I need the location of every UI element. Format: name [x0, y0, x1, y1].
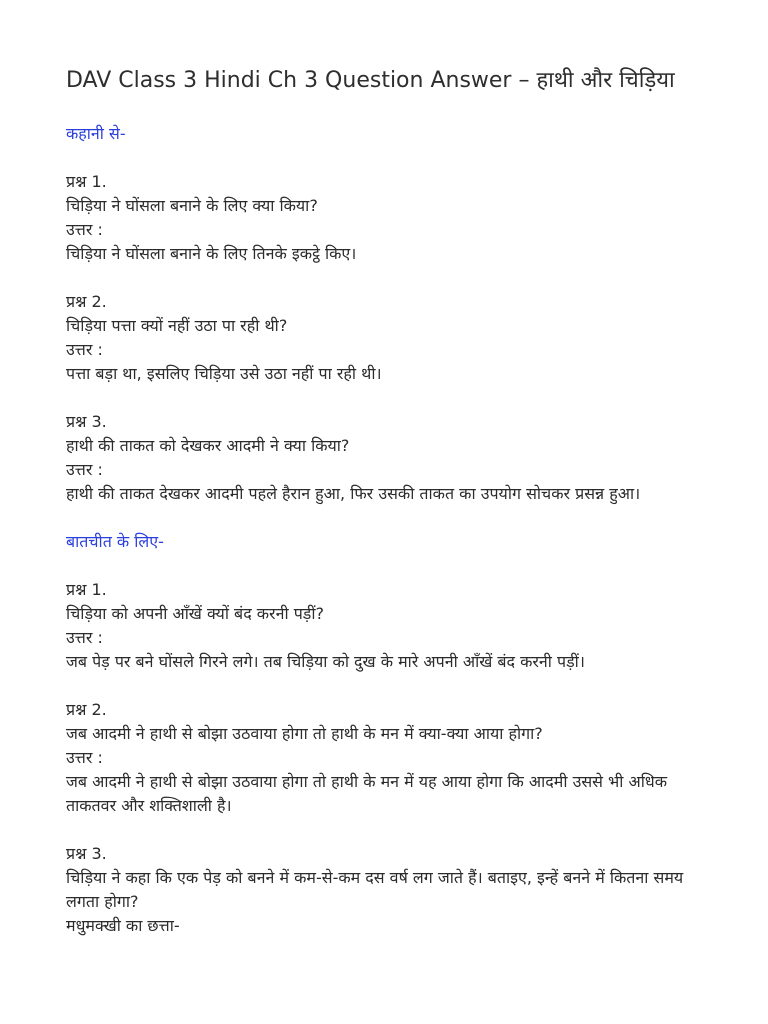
qa-item [66, 410, 702, 506]
qa-item [66, 842, 702, 938]
question-label: प्रश्न 1. [66, 172, 107, 191]
answer-label: उत्तर : [66, 340, 103, 359]
answer-text: जब पेड़ पर बने घोंसले गिरने लगे। तब चिड़िया को दुख के मारे अपनी आँखें बंद करनी पड़ीं। [66, 652, 585, 671]
question-text: चिड़िया ने घोंसला बनाने के लिए क्या किया? [66, 196, 318, 215]
answer-text: हाथी की ताकत देखकर आदमी पहले हैरान हुआ, फिर उसकी ताकत का उपयोग सोचकर प्रसन्न हुआ। [66, 484, 641, 503]
answer-text: चिड़िया ने घोंसला बनाने के लिए तिनके इकट्ठे किए। [66, 244, 357, 263]
qa-item [66, 578, 702, 674]
qa-item [66, 290, 702, 386]
question-text: चिड़िया को अपनी आँखें क्यों बंद करनी पड़ीं? [66, 604, 324, 623]
section-heading-kahani-se: कहानी से- [66, 124, 126, 143]
answer-label: उत्तर : [66, 220, 103, 239]
question-text: चिड़िया ने कहा कि एक पेड़ को बनने में कम-से-कम दस वर्ष लग जाते हैं। बताइए, इन्हें बनने में कितना समय लगता होगा? [66, 868, 684, 911]
question-label: प्रश्न 3. [66, 412, 107, 431]
answer-text: मधुमक्खी का छत्ता- [66, 916, 180, 935]
answer-label: उत्तर : [66, 460, 103, 479]
qa-item [66, 698, 702, 818]
qa-item [66, 170, 702, 266]
question-text: हाथी की ताकत को देखकर आदमी ने क्या किया? [66, 436, 350, 455]
question-label: प्रश्न 2. [66, 292, 107, 311]
page-title: DAV Class 3 Hindi Ch 3 Question Answer – हाथी और चिड़िया [66, 68, 675, 93]
answer-text: जब आदमी ने हाथी से बोझा उठवाया होगा तो हाथी के मन में यह आया होगा कि आदमी उससे भी अधिक ताकतवर और शक्तिशाली है। [66, 772, 668, 815]
section-heading-baatcheet: बातचीत के लिए- [66, 532, 164, 551]
answer-label: उत्तर : [66, 628, 103, 647]
question-label: प्रश्न 3. [66, 844, 107, 863]
question-label: प्रश्न 1. [66, 580, 107, 599]
question-text: जब आदमी ने हाथी से बोझा उठवाया होगा तो हाथी के मन में क्या-क्या आया होगा? [66, 724, 543, 743]
question-label: प्रश्न 2. [66, 700, 107, 719]
question-text: चिड़िया पत्ता क्यों नहीं उठा पा रही थी? [66, 316, 288, 335]
answer-text: पत्ता बड़ा था, इसलिए चिड़िया उसे उठा नहीं पा रही थी। [66, 364, 382, 383]
answer-label: उत्तर : [66, 748, 103, 767]
